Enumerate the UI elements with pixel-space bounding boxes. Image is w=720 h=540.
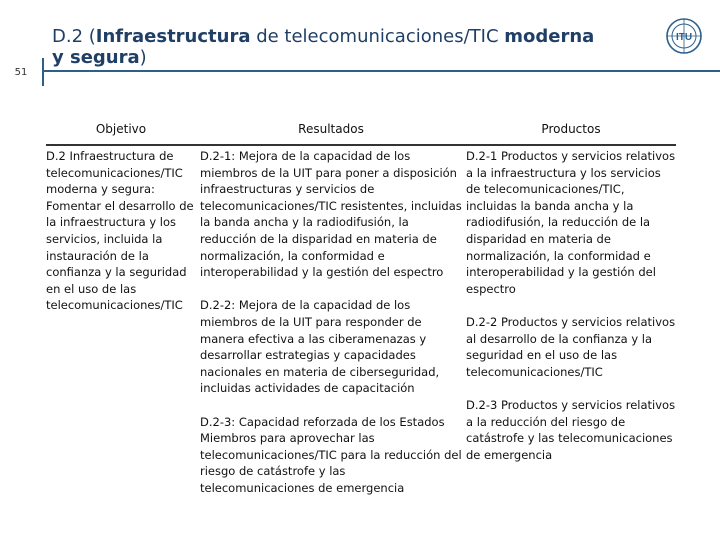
header-productos: Productos xyxy=(541,122,601,136)
results-table xyxy=(46,122,676,495)
title-suffix: ) xyxy=(139,47,147,68)
title-rule xyxy=(44,70,720,72)
slide-number xyxy=(0,58,44,86)
resultado-d2-2: D.2-2: Mejora de la capacidad de los miembros de la UIT para responder de manera efectiva a las ciberamenazas y desarrollar estrategias y capacidades nacionales en materia de ciberseguridad, incluidas actividades de capacitación xyxy=(200,298,440,396)
header-resultados: Resultados xyxy=(298,122,364,136)
itu-logo-icon xyxy=(664,16,704,56)
resultado-d2-3: D.2-3: Capacidad reforzada de los Estados Miembros para aprovechar las telecomunicaciones/TIC para la reducción del riesgo de catástrofe y las telecomunicaciones de emergencia xyxy=(200,414,462,495)
title-middle: de telecomunicaciones/TIC xyxy=(250,26,505,47)
resultado-d2-1: D.2-1: Mejora de la capacidad de los miembros de la UIT para poner a disposición infraestructuras y servicios de telecomunicaciones/TIC resistentes, incluidas la banda ancha y la radiodifusión, la reducción de la disparidad en materia de normalización, la conformidad e interoperabilidad y la gestión del espectro xyxy=(200,149,462,280)
objetivo-text: D.2 Infraestructura de telecomunicaciones/TIC moderna y segura: Fomentar el desarrollo de la infraestructura y los servicios, incluida la instauración de la confianza y la seguridad en el uso de las telecomunicaciones/TIC xyxy=(46,149,194,313)
producto-d2-2: D.2-2 Productos y servicios relativos al desarrollo de la confianza y la seguridad en el uso de las telecomunicaciones/TIC xyxy=(466,314,676,379)
title-prefix: D.2 ( xyxy=(52,26,96,47)
header-objetivo: Objetivo xyxy=(95,122,147,136)
column-objetivo xyxy=(46,148,196,314)
column-productos xyxy=(466,148,676,463)
title-bold-1: Infraestructura xyxy=(95,26,251,47)
table-header xyxy=(46,122,676,144)
producto-d2-3: D.2-3 Productos y servicios relativos a la reducción del riesgo de catástrofe y las telecomunicaciones de emergencia xyxy=(466,397,676,462)
slide-title xyxy=(52,26,612,68)
column-resultados xyxy=(200,148,462,496)
producto-d2-1: D.2-1 Productos y servicios relativos a la infraestructura y los servicios de telecomunicaciones/TIC, incluidas la banda ancha y la radiodifusión, la reducción de la disparidad en materia de normalización, la conformidad e interoperabilidad y la gestión del espectro xyxy=(466,149,676,296)
slide-number-text: 51 xyxy=(14,66,28,78)
logo-text: ITU xyxy=(675,32,693,43)
title-bold-2: moderna y segura xyxy=(52,26,595,68)
header-rule xyxy=(46,144,676,146)
